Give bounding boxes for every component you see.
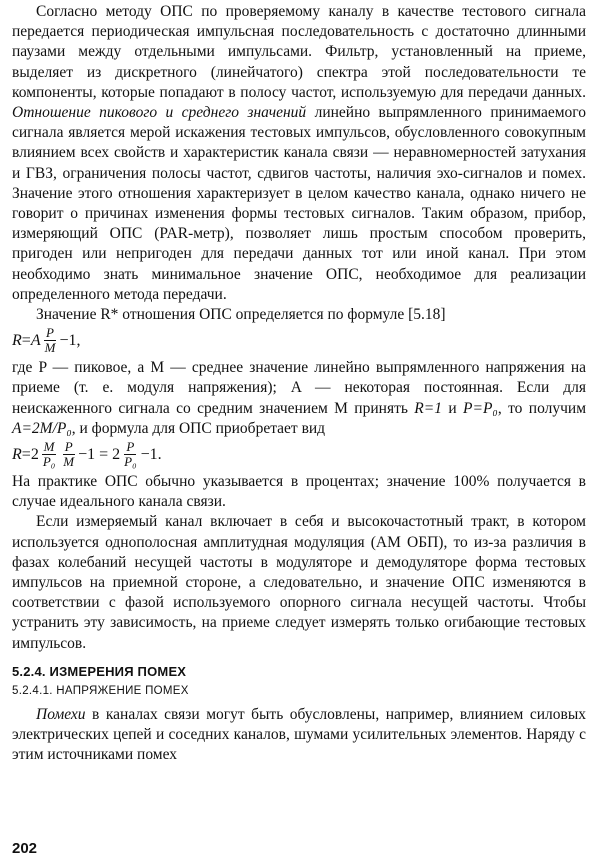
para3-and: и	[448, 399, 457, 417]
formula1-denominator: M	[44, 340, 56, 356]
formula2-f1-numerator: M	[43, 439, 55, 455]
formula2-tail: −1.	[140, 445, 162, 463]
para3-text-c: , и формула для ОПС приобретает вид	[71, 419, 326, 437]
formula-ops-normalized	[12, 440, 586, 469]
formula2-f1-denominator: P₀	[42, 454, 56, 470]
formula-ops-general	[12, 326, 586, 355]
formula1-numerator: P	[46, 325, 54, 341]
paragraph-noise	[12, 705, 586, 766]
formula1-lhs: R	[12, 331, 22, 349]
formula2-f2-denominator: M	[63, 454, 75, 470]
paragraph-formula-intro: Значение R* отношения ОПС определяется по формуле [5.18]	[36, 306, 446, 324]
formula2-fraction-2	[61, 440, 76, 469]
paragraph-formula-explanation	[12, 358, 586, 439]
paragraph-percent: На практике ОПС обычно указывается в процентах; значение 100% получается в случае идеального канала связи.	[12, 473, 586, 511]
section-heading: 5.2.4. ИЗМЕРЕНИЯ ПОМЕХ	[12, 663, 187, 679]
page-number: 202	[12, 840, 38, 857]
paragraph-ops-method	[12, 2, 586, 305]
formula2-eq: =	[21, 445, 31, 463]
formula1-coef: A	[30, 331, 41, 349]
para1-italic-term: Отношение пикового и среднего значений	[12, 104, 307, 122]
formula2-coef: 2	[30, 445, 39, 463]
para1-text-start: Согласно методу ОПС по проверяемому каналу в качестве тестового сигнала передается периодическая импульсная последовательность с достаточно длинными паузами между отдельными импульсами. Фильтр, установленный на приеме, выделяет из дискретного (линейчатого) спектра этой последовательности те компоненты, которые попадают в полосу частот, используемую для передачи данных.	[12, 3, 586, 101]
para1-text-end: линейно выпрямленного принимаемого сигнала является мерой искажения тестовых импульсов, обусловленного совокупным влиянием всех свойств и характеристик канала связи — неравномерностей затухания и ГВЗ, ограничения полосы частот, сдвигов частоты, наличия эхо-сигналов и помех. Значение этого отношения характеризует в целом качество канала, однако ничего не говорит о причинах изменения формы тестовых сигналов. Таким образом, прибор, измеряющий ОПС (PAR-метр), позволяет лишь простым способом проверить, пригоден или непригоден для передачи данных тот или иной канал. При этом необходимо знать минимальное значение ОПС, необходимое для реализации определенного метода передачи.	[12, 104, 586, 303]
para3-text-a: где P — пиковое, a M — среднее значение линейно выпрямленного напряжения на приеме (т. е. модуля напряжения); A — некоторая постоянная. Если для неискаженного сигнала со средним значением M принять	[12, 359, 586, 417]
para6-italic-term: Помехи	[36, 705, 86, 723]
formula2-lhs: R	[12, 445, 22, 463]
para6-text: в каналах связи могут быть обусловлены, например, влиянием силовых электрических цепей и соседних каналов, шумами усилительных элементов. Наряду с этим источниками помех	[12, 705, 586, 764]
para3-result: A=2M/P₀	[12, 419, 72, 437]
formula2-f2-numerator: P	[64, 439, 73, 455]
formula1-tail: −1,	[59, 331, 81, 349]
formula2-fraction-3	[122, 440, 138, 469]
subsection-heading: 5.2.4.1. НАПРЯЖЕНИЕ ПОМЕХ	[12, 684, 189, 697]
formula2-mid: −1 = 2	[78, 445, 121, 463]
formula1-eq: =	[21, 331, 31, 349]
para3-condition-p: P=P₀	[463, 399, 498, 417]
formula1-fraction	[43, 326, 58, 355]
para3-text-b: , то получим	[497, 399, 586, 417]
formula2-f3-denominator: P₀	[124, 454, 137, 470]
formula2-f3-numerator: P	[126, 439, 135, 455]
formula2-fraction-1	[41, 440, 57, 469]
paragraph-hf-tract: Если измеряемый канал включает в себя и высокочастотный тракт, в котором используется однополосная амплитудная модуляция (AM ОБП), то из-за различия в фазах колебаний несущей частоты в модуляторе и демодуляторе форма тестовых импульсов на приемной стороне, а следовательно, и значение ОПС изменяются в соответствии с фазой используемого опорного сигнала несущей частоты. Чтобы устранить эту зависимость, на приеме следует измерять только огибающие тестовых импульсов.	[12, 513, 586, 652]
para3-condition-r: R=1	[414, 399, 442, 417]
